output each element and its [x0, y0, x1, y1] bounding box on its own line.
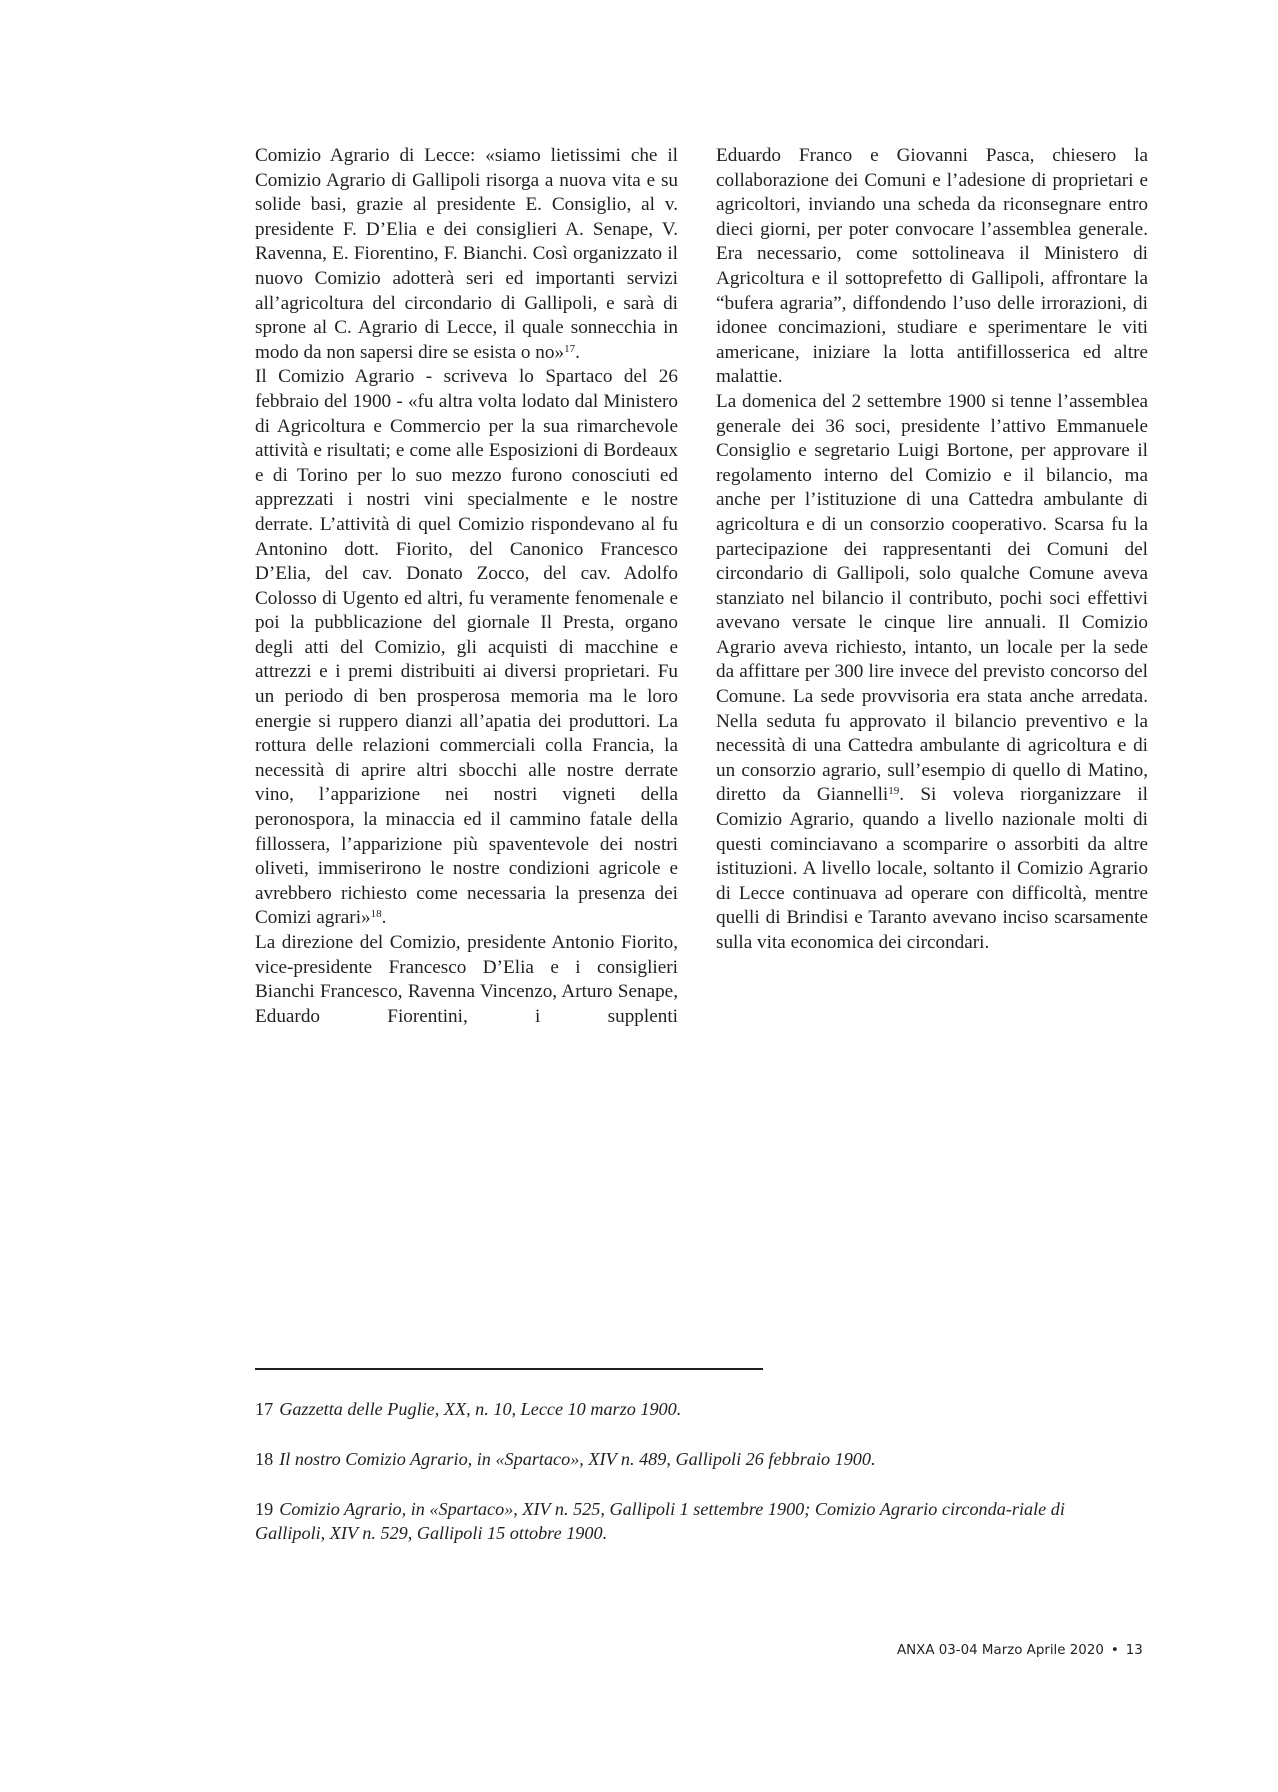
- paragraph: [255, 931, 678, 1029]
- footnote-text: Gazzetta delle Puglie, XX, n. 10, Lecce 10 marzo 1900.: [279, 1399, 682, 1419]
- paragraph-text-after: .: [575, 341, 580, 363]
- left-text-column: [255, 144, 678, 1029]
- page-footer: [897, 1641, 1143, 1661]
- paragraph: [716, 144, 1148, 390]
- footnote-ref[interactable]: 17: [564, 342, 576, 355]
- footnote-ref[interactable]: 19: [888, 785, 900, 798]
- paragraph-text: Comizio Agrario di Lecce: «siamo lietissimi che il Comizio Agrario di Gallipoli risorga a nuova vita e su solide basi, grazie al presidente E. Consiglio, al v. presidente F. D’Elia e dei consiglieri A. Senape, V. Ravenna, E. Fiorentino, F. Bianchi. Così organizzato il nuovo Comizio adotterà seri ed importanti servizi all’agricoltura del circondario di Gallipoli, e sarà di sprone al C. Agrario di Lecce, il quale sonnecchia in modo da non sapersi dire se esista o no»: [255, 145, 678, 363]
- footnotes: [255, 1397, 1135, 1571]
- footnote-ref[interactable]: 18: [370, 908, 382, 921]
- footnote-number: 19: [255, 1499, 274, 1519]
- paragraph: [255, 365, 678, 931]
- footnote-text: Il nostro Comizio Agrario, in «Spartaco», XIV n. 489, Gallipoli 26 febbraio 1900.: [279, 1449, 876, 1469]
- paragraph-text: La direzione del Comizio, presidente Antonio Fiorito, vice-presidente Francesco D’Elia e i consiglieri Bianchi Francesco, Ravenna Vincenzo, Arturo Senape, Eduardo Fiorentini, i supplenti: [255, 932, 678, 1027]
- paragraph-text: La domenica del 2 settembre 1900 si tenne l’assemblea generale dei 36 soci, presidente l’attivo Emmanuele Consiglio e segretario Luigi Bortone, per approvare il regolamento interno del Comizio e il bilancio, ma anche per l’istituzione di una Cattedra ambulante di agricoltura e di un consorzio cooperativo. Scarsa fu la partecipazione dei rappresentanti dei Comuni del circondario di Gallipoli, solo qualche Comune aveva stanziato nel bilancio il contributo, pochi soci effettivi avevano versate le cinque lire annuali. Il Comizio Agrario aveva richiesto, intanto, un locale per la sede da affittare per 300 lire invece del previsto concorso del Comune. La sede provvisoria era stata anche arredata. Nella seduta fu approvato il bilancio preventivo e la necessità di una Cattedra ambulante di agricoltura e di un consorzio agrario, sull’esempio di quello di Matino, diretto da Giannelli: [716, 390, 1148, 806]
- footnote-number: 17: [255, 1399, 274, 1419]
- paragraph-text-after: .: [381, 907, 387, 929]
- footnote-text: Comizio Agrario, in «Spartaco», XIV n. 525, Gallipoli 1 settembre 1900; Comizio Agrario circonda-riale di Gallipoli, XIV n. 529, Gallipoli 15 ottobre 1900.: [255, 1499, 1065, 1543]
- footnote-separator: [255, 1368, 763, 1370]
- footnote-19: [255, 1497, 1135, 1545]
- paragraph-text-after: . Si voleva riorganizzare il Comizio Agrario, quando a livello nazionale molti di questi cominciavano a scomparire o assorbiti da altre istituzioni. A livello locale, soltanto il Comizio Agrario di Lecce continuava ad operare con difficoltà, mentre quelli di Brindisi e Taranto avevano inciso scarsamente sulla vita economica dei circondari.: [716, 784, 1148, 953]
- footnote-17: [255, 1397, 1135, 1421]
- footnote-number: 18: [255, 1449, 274, 1469]
- page-number: 13: [1125, 1643, 1143, 1658]
- paragraph: [255, 144, 678, 365]
- paragraph-text: Eduardo Franco e Giovanni Pasca, chiesero la collaborazione dei Comuni e l’adesione di proprietari e agricoltori, inviando una scheda da riconsegnare entro dieci giorni, per poter convocare l’assemblea generale. Era necessario, come sottolineava il Ministero di Agricoltura e il sottoprefetto di Gallipoli, affrontare la “bufera agraria”, diffondendo l’uso delle irrorazioni, di idonee concimazioni, studiare e sperimentare le viti americane, iniziare la lotta antifillosserica ed altre malattie.: [716, 145, 1148, 388]
- right-text-column: [716, 144, 1148, 956]
- paragraph-text: Il Comizio Agrario - scriveva lo Spartaco del 26 febbraio del 1900 - «fu altra volta lodato dal Ministero di Agricoltura e Commercio per la sua rimarchevole attività e risultati; e come alle Esposizioni di Bordeaux e di Torino per lo suo mezzo furono conosciuti ed apprezzati i nostri vini specialmente e le nostre derrate. L’attività di quel Comizio rispondevano al fu Antonino dott. Fiorito, del Canonico Francesco D’Elia, del cav. Donato Zocco, del cav. Adolfo Colosso di Ugento ed altri, fu veramente fenomenale e poi la pubblicazione del giornale Il Presta, organo degli atti del Comizio, gli acquisti di macchine e attrezzi e i premi distribuiti ai diversi proprietari. Fu un periodo di ben prosperosa memoria ma le loro energie si ruppero dianzi all’apatia dei produttori. La rottura delle relazioni commerciali colla Francia, la necessità di aprire altri sbocchi alle nostre derrate vino, l’apparizione nei nostri vigneti della peronospora, la minaccia ed il cammino fatale della fillossera, l’apparizione più spaventevole dei nostri oliveti, immiserirono le nostre condizioni agricole e avrebbero richiesto come necessaria la presenza dei Comizi agrari»: [255, 366, 678, 929]
- bullet-separator: •: [1110, 1643, 1119, 1658]
- paragraph: [716, 390, 1148, 956]
- publication-label: ANXA 03-04 Marzo Aprile 2020: [897, 1643, 1104, 1658]
- footnote-18: [255, 1447, 1135, 1471]
